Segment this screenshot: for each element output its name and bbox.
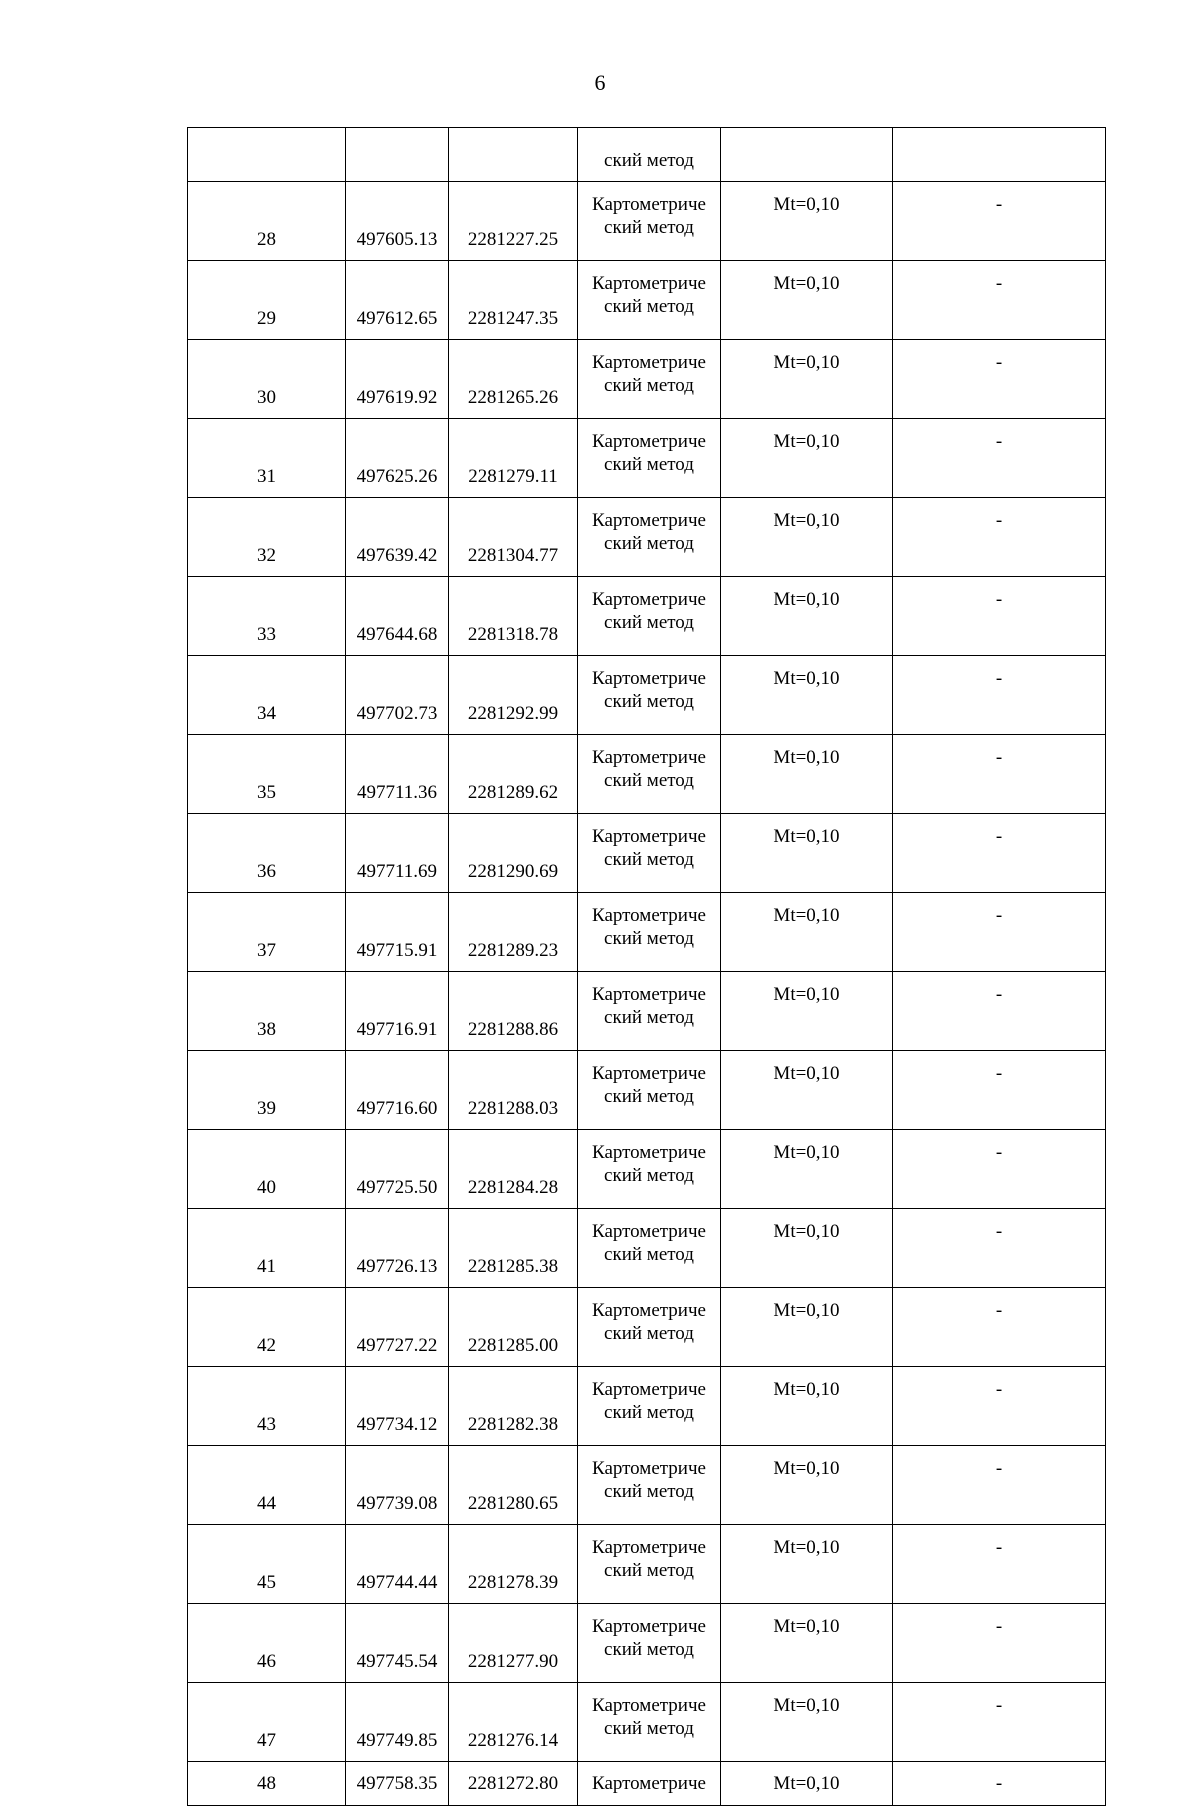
method-line-1: Картометриче	[592, 431, 706, 452]
cell-note: -	[893, 814, 1106, 893]
cell-note: -	[893, 1130, 1106, 1209]
cell-accuracy: Mt=0,10	[721, 893, 893, 972]
method-line-2: ский метод	[604, 375, 694, 396]
cell-x: 497639.42	[346, 498, 449, 577]
cell-point-number: 46	[188, 1604, 346, 1683]
method-line-1: Картометриче	[592, 1300, 706, 1321]
method-line-1: Картометриче	[592, 1695, 706, 1716]
cell-method	[578, 1525, 721, 1604]
cell-method	[578, 1367, 721, 1446]
table-row	[188, 1525, 1106, 1604]
table-row	[188, 1604, 1106, 1683]
cell-x: 497716.60	[346, 1051, 449, 1130]
cell-x: 497727.22	[346, 1288, 449, 1367]
table-row	[188, 1130, 1106, 1209]
method-line-2: ский метод	[604, 1086, 694, 1107]
cell-y: 2281276.14	[449, 1683, 578, 1762]
cell-accuracy: Mt=0,10	[721, 1683, 893, 1762]
table-row	[188, 498, 1106, 577]
table-row	[188, 735, 1106, 814]
cell-y: 2281290.69	[449, 814, 578, 893]
cell-point-number: 31	[188, 419, 346, 498]
cell-accuracy: Mt=0,10	[721, 182, 893, 261]
cell-method	[578, 1209, 721, 1288]
cell-y: 2281227.25	[449, 182, 578, 261]
cell-method: Картометриче	[578, 1762, 721, 1806]
table-row	[188, 1683, 1106, 1762]
cell-y: 2281282.38	[449, 1367, 578, 1446]
cell-accuracy: Mt=0,10	[721, 419, 893, 498]
table-row	[188, 1446, 1106, 1525]
cell-accuracy: Mt=0,10	[721, 577, 893, 656]
cell-method	[578, 814, 721, 893]
cell-method	[578, 340, 721, 419]
cell-y: 2281318.78	[449, 577, 578, 656]
cell-note: -	[893, 893, 1106, 972]
method-line-2: ский метод	[604, 1165, 694, 1186]
cell-x: 497605.13	[346, 182, 449, 261]
cell-method	[578, 577, 721, 656]
method-line-1: Картометриче	[592, 1379, 706, 1400]
cell-accuracy: Mt=0,10	[721, 1525, 893, 1604]
cell-x: 497716.91	[346, 972, 449, 1051]
table-row	[188, 182, 1106, 261]
cell-method	[578, 735, 721, 814]
cell-point-number	[188, 128, 346, 182]
cell-method	[578, 419, 721, 498]
cell-accuracy: Mt=0,10	[721, 340, 893, 419]
cell-note: -	[893, 1683, 1106, 1762]
coordinates-table	[187, 127, 1106, 1806]
method-line-1: Картометриче	[592, 1616, 706, 1637]
cell-y: 2281285.38	[449, 1209, 578, 1288]
cell-x: 497644.68	[346, 577, 449, 656]
cell-note: -	[893, 419, 1106, 498]
cell-note: -	[893, 1762, 1106, 1806]
method-line-1: Картометриче	[592, 352, 706, 373]
cell-point-number: 34	[188, 656, 346, 735]
cell-point-number: 35	[188, 735, 346, 814]
cell-method	[578, 1446, 721, 1525]
method-line-1: Картометриче	[592, 510, 706, 531]
cell-note: -	[893, 498, 1106, 577]
cell-accuracy: Mt=0,10	[721, 261, 893, 340]
cell-point-number: 30	[188, 340, 346, 419]
cell-accuracy: Mt=0,10	[721, 972, 893, 1051]
cell-x: 497711.36	[346, 735, 449, 814]
cell-accuracy	[721, 128, 893, 182]
cell-point-number: 28	[188, 182, 346, 261]
cell-point-number: 42	[188, 1288, 346, 1367]
cell-point-number: 29	[188, 261, 346, 340]
cell-x: 497739.08	[346, 1446, 449, 1525]
table-row	[188, 893, 1106, 972]
method-line-2: ский метод	[604, 1244, 694, 1265]
method-line-2: ский метод	[604, 612, 694, 633]
cell-point-number: 45	[188, 1525, 346, 1604]
cell-note: -	[893, 1051, 1106, 1130]
cell-x: 497745.54	[346, 1604, 449, 1683]
cell-accuracy: Mt=0,10	[721, 1288, 893, 1367]
cell-method	[578, 1604, 721, 1683]
cell-note: -	[893, 1209, 1106, 1288]
table-row-last	[188, 1762, 1106, 1806]
table-row	[188, 1209, 1106, 1288]
table-row	[188, 1051, 1106, 1130]
cell-accuracy: Mt=0,10	[721, 735, 893, 814]
cell-method	[578, 1683, 721, 1762]
cell-note: -	[893, 1525, 1106, 1604]
cell-accuracy: Mt=0,10	[721, 1604, 893, 1683]
cell-y: 2281280.65	[449, 1446, 578, 1525]
cell-x: 497702.73	[346, 656, 449, 735]
table-row-continuation	[188, 128, 1106, 182]
cell-y	[449, 128, 578, 182]
cell-method	[578, 498, 721, 577]
cell-x	[346, 128, 449, 182]
method-line-1: Картометриче	[592, 1537, 706, 1558]
cell-y: 2281284.28	[449, 1130, 578, 1209]
cell-y: 2281304.77	[449, 498, 578, 577]
cell-point-number: 44	[188, 1446, 346, 1525]
cell-note: -	[893, 340, 1106, 419]
cell-note: -	[893, 577, 1106, 656]
table-row	[188, 261, 1106, 340]
method-line-1: Картометриче	[592, 905, 706, 926]
method-line-1: Картометриче	[592, 194, 706, 215]
method-line-2: ский метод	[604, 1718, 694, 1739]
method-line-2: ский метод	[604, 1402, 694, 1423]
cell-point-number: 36	[188, 814, 346, 893]
method-line-2: ский метод	[604, 1481, 694, 1502]
cell-method	[578, 1051, 721, 1130]
cell-x: 497715.91	[346, 893, 449, 972]
cell-point-number: 38	[188, 972, 346, 1051]
cell-accuracy: Mt=0,10	[721, 1367, 893, 1446]
cell-method: ский метод	[578, 128, 721, 182]
table-row	[188, 419, 1106, 498]
cell-x: 497612.65	[346, 261, 449, 340]
method-line-2: ский метод	[604, 1639, 694, 1660]
cell-accuracy: Mt=0,10	[721, 1209, 893, 1288]
method-line-2: ский метод	[604, 849, 694, 870]
method-line-1: Картометриче	[592, 826, 706, 847]
method-line-1: Картометриче	[592, 1458, 706, 1479]
method-line-2: ский метод	[604, 1323, 694, 1344]
method-line-2: ский метод	[604, 1007, 694, 1028]
method-line-2: ский метод	[604, 1560, 694, 1581]
cell-method	[578, 261, 721, 340]
cell-y: 2281278.39	[449, 1525, 578, 1604]
cell-x: 497725.50	[346, 1130, 449, 1209]
table-row	[188, 972, 1106, 1051]
cell-method	[578, 182, 721, 261]
cell-accuracy: Mt=0,10	[721, 1446, 893, 1525]
cell-point-number: 37	[188, 893, 346, 972]
method-line-2: ский метод	[604, 454, 694, 475]
cell-y: 2281277.90	[449, 1604, 578, 1683]
cell-note	[893, 128, 1106, 182]
cell-method	[578, 1130, 721, 1209]
table-row	[188, 340, 1106, 419]
cell-y: 2281288.86	[449, 972, 578, 1051]
cell-accuracy: Mt=0,10	[721, 1762, 893, 1806]
cell-note: -	[893, 1446, 1106, 1525]
table-row	[188, 814, 1106, 893]
cell-y: 2281272.80	[449, 1762, 578, 1806]
method-line-2: ский метод	[604, 691, 694, 712]
cell-point-number: 41	[188, 1209, 346, 1288]
cell-note: -	[893, 735, 1106, 814]
method-line-2: ский метод	[604, 533, 694, 554]
table-row	[188, 1367, 1106, 1446]
cell-y: 2281288.03	[449, 1051, 578, 1130]
cell-x: 497749.85	[346, 1683, 449, 1762]
cell-accuracy: Mt=0,10	[721, 656, 893, 735]
cell-method	[578, 893, 721, 972]
method-line-1: Картометриче	[592, 1142, 706, 1163]
cell-method	[578, 1288, 721, 1367]
method-line-2: ский метод	[604, 928, 694, 949]
cell-method	[578, 972, 721, 1051]
method-line-1: Картометриче	[592, 747, 706, 768]
method-line-1: Картометриче	[592, 1063, 706, 1084]
cell-x: 497711.69	[346, 814, 449, 893]
cell-note: -	[893, 261, 1106, 340]
cell-x: 497726.13	[346, 1209, 449, 1288]
cell-note: -	[893, 656, 1106, 735]
method-line-1: Картометриче	[592, 984, 706, 1005]
cell-x: 497734.12	[346, 1367, 449, 1446]
cell-accuracy: Mt=0,10	[721, 814, 893, 893]
cell-point-number: 47	[188, 1683, 346, 1762]
cell-point-number: 39	[188, 1051, 346, 1130]
method-line-1: Картометриче	[592, 1221, 706, 1242]
cell-note: -	[893, 182, 1106, 261]
cell-method	[578, 656, 721, 735]
cell-y: 2281265.26	[449, 340, 578, 419]
table-row	[188, 577, 1106, 656]
page-number: 6	[594, 70, 606, 95]
cell-y: 2281289.23	[449, 893, 578, 972]
cell-point-number: 40	[188, 1130, 346, 1209]
table-row	[188, 656, 1106, 735]
cell-y: 2281289.62	[449, 735, 578, 814]
cell-x: 497744.44	[346, 1525, 449, 1604]
cell-point-number: 48	[188, 1762, 346, 1806]
cell-note: -	[893, 1367, 1106, 1446]
cell-x: 497619.92	[346, 340, 449, 419]
method-line-2: ский метод	[604, 770, 694, 791]
cell-note: -	[893, 1288, 1106, 1367]
cell-y: 2281285.00	[449, 1288, 578, 1367]
cell-x: 497758.35	[346, 1762, 449, 1806]
cell-accuracy: Mt=0,10	[721, 1051, 893, 1130]
method-line-1: Картометриче	[592, 273, 706, 294]
cell-y: 2281292.99	[449, 656, 578, 735]
cell-note: -	[893, 972, 1106, 1051]
cell-accuracy: Mt=0,10	[721, 1130, 893, 1209]
cell-y: 2281279.11	[449, 419, 578, 498]
cell-x: 497625.26	[346, 419, 449, 498]
cell-accuracy: Mt=0,10	[721, 498, 893, 577]
method-line-2: ский метод	[604, 217, 694, 238]
cell-point-number: 32	[188, 498, 346, 577]
cell-y: 2281247.35	[449, 261, 578, 340]
cell-point-number: 33	[188, 577, 346, 656]
method-line-1: Картометриче	[592, 668, 706, 689]
cell-note: -	[893, 1604, 1106, 1683]
table-row	[188, 1288, 1106, 1367]
method-line-2: ский метод	[604, 296, 694, 317]
cell-point-number: 43	[188, 1367, 346, 1446]
method-line-1: Картометриче	[592, 589, 706, 610]
